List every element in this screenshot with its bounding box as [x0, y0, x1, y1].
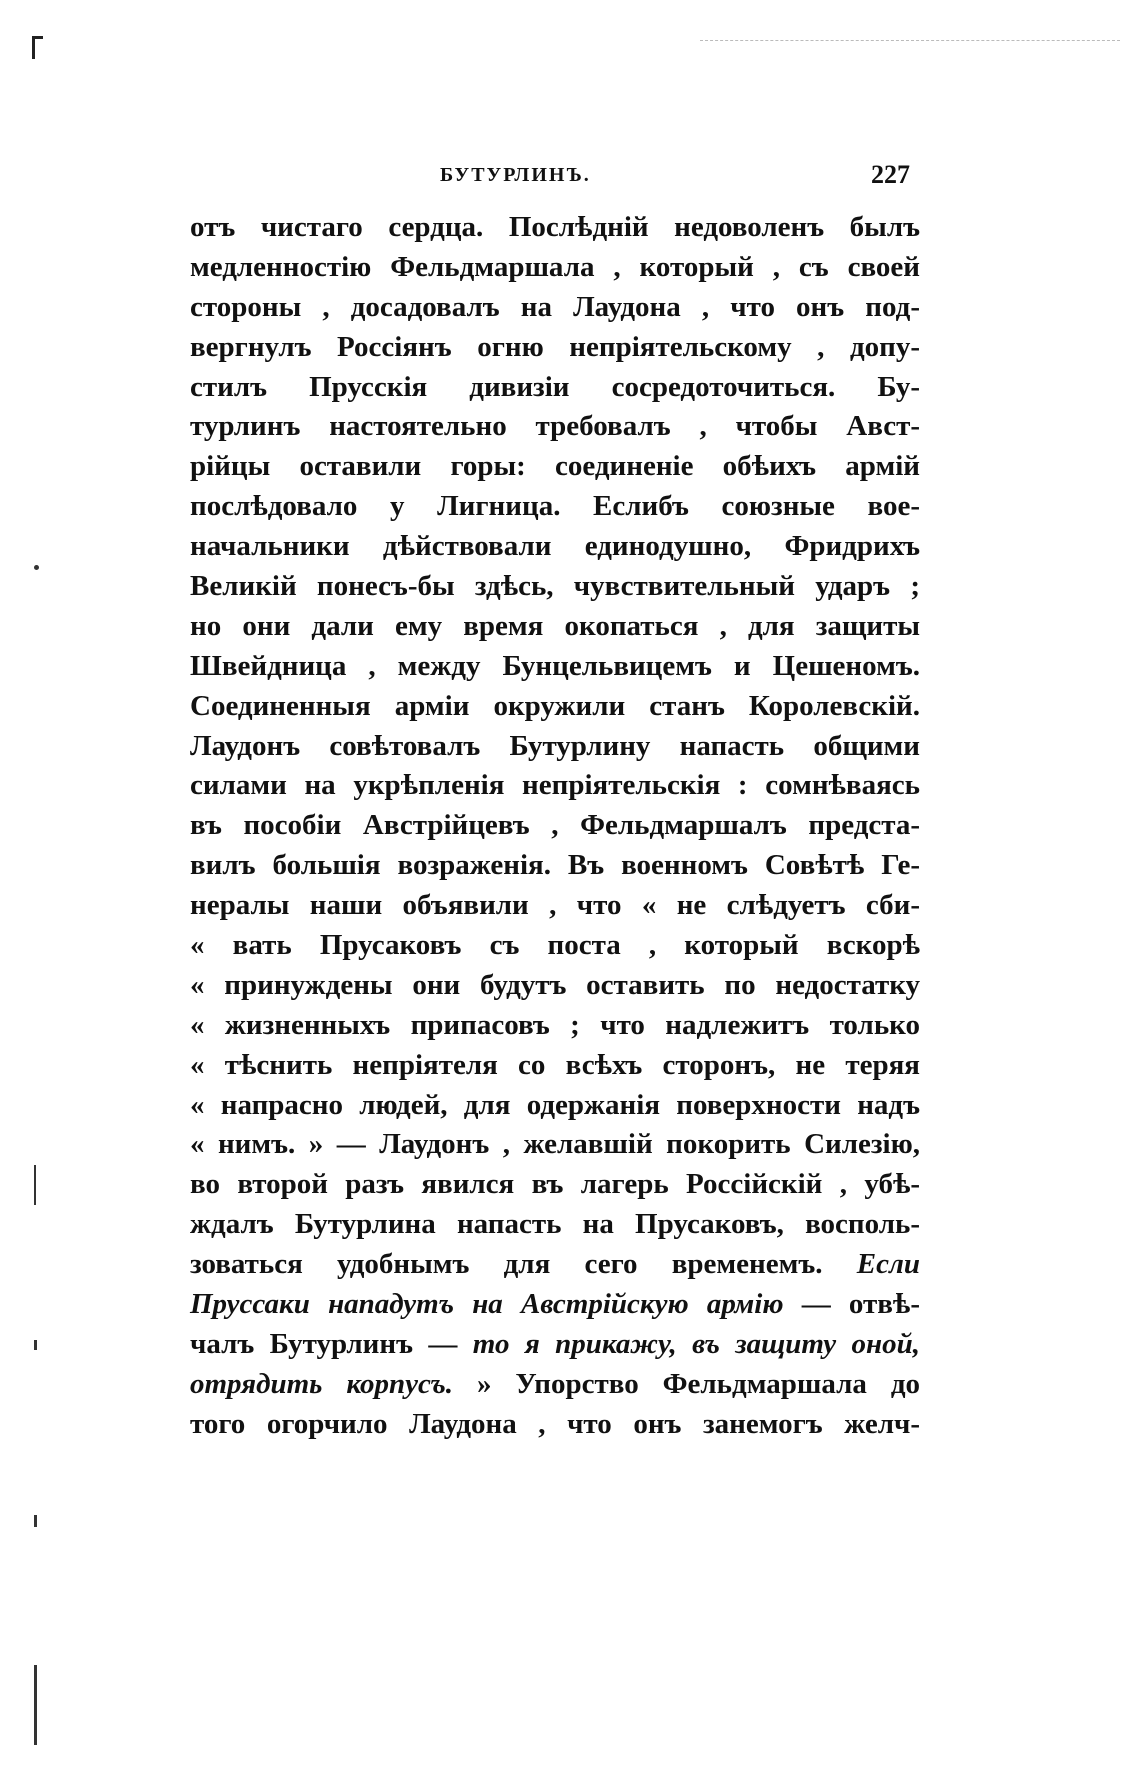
text-line	[190, 527, 920, 567]
text-segment: вилъ большія возраженія. Въ военномъ Совѣтѣ Ге-	[190, 849, 920, 882]
text-line	[190, 926, 920, 966]
page-number: 227	[871, 160, 910, 189]
text-line	[190, 1365, 920, 1405]
text-line	[190, 766, 920, 806]
text-line	[190, 407, 920, 447]
text-segment: медленностію Фельдмаршала , который , съ своей	[190, 250, 920, 283]
text-segment: Швейдница , между Бунцельвицемъ и Цешеномъ.	[190, 649, 920, 682]
text-line	[190, 1285, 920, 1325]
text-segment: « принуждены они будутъ оставить по недостатку	[190, 968, 920, 1001]
text-line	[190, 288, 920, 328]
text-segment: вергнулъ Россіянъ огню непріятельскому , допу-	[190, 330, 920, 363]
text-segment: Соединенныя арміи окружили станъ Королевскій.	[190, 689, 920, 722]
text-line	[190, 447, 920, 487]
text-line	[190, 727, 920, 767]
running-head: БУТУРЛИНЪ.	[440, 164, 591, 186]
text-line	[190, 1046, 920, 1086]
italic-text-segment: Если	[856, 1248, 920, 1281]
text-line	[190, 687, 920, 727]
text-segment: « тѣснить непріятеля со всѣхъ сторонъ, не теряя	[190, 1048, 920, 1081]
text-segment: стилъ Прусскія дивизіи сосредоточиться. Бу-	[190, 370, 920, 403]
text-line	[190, 647, 920, 687]
text-segment: въ пособіи Австрійцевъ , Фельдмаршалъ предста-	[190, 809, 920, 842]
text-line	[190, 1325, 920, 1365]
text-line	[190, 1125, 920, 1165]
text-segment: чалъ Бутурлинъ —	[190, 1327, 473, 1360]
text-line	[190, 208, 920, 248]
scan-edge-line	[700, 40, 1120, 41]
text-line	[190, 886, 920, 926]
text-line	[190, 1205, 920, 1245]
text-segment: « нимъ. » — Лаудонъ , желавшій покорить Силезію,	[190, 1128, 920, 1161]
text-segment: отъ чистаго сердца. Послѣдній недоволенъ былъ	[190, 211, 920, 243]
text-segment: стороны , досадовалъ на Лаудона , что онъ под-	[190, 290, 920, 323]
text-segment: во второй разъ явился въ лагерь Россійскій , убѣ-	[190, 1168, 920, 1201]
text-segment: зоваться удобнымъ для сего временемъ.	[190, 1248, 857, 1281]
text-line	[190, 1165, 920, 1205]
page-header	[190, 160, 930, 194]
margin-speck	[34, 1165, 36, 1205]
text-segment: турлинъ настоятельно требовалъ , чтобы Авст-	[190, 410, 920, 443]
italic-text-segment: Пруссаки нападутъ на Австрійскую армію	[190, 1288, 784, 1321]
text-line	[190, 567, 920, 607]
margin-speck	[34, 1340, 37, 1350]
text-segment: » Упорство Фельдмаршала до	[453, 1367, 920, 1400]
italic-text-segment: отрядить корпусъ.	[190, 1367, 453, 1400]
italic-text-segment: то я прикажу, въ защиту оной,	[472, 1327, 920, 1360]
margin-speck	[34, 565, 39, 570]
text-segment: « жизненныхъ припасовъ ; что надлежитъ только	[190, 1008, 920, 1041]
text-line	[190, 1006, 920, 1046]
text-segment: « вать Прусаковъ съ поста , который вскорѣ	[190, 929, 920, 962]
text-line	[190, 1405, 920, 1445]
text-segment: послѣдовало у Лигница. Еслибъ союзные вое-	[190, 490, 920, 523]
text-line	[190, 1086, 920, 1126]
text-line	[190, 607, 920, 647]
text-segment: Великій понесъ-бы здѣсь, чувствительный ударъ ;	[190, 570, 920, 603]
body-text	[190, 208, 920, 1445]
text-segment: ждалъ Бутурлина напасть на Прусаковъ, восполь-	[190, 1208, 920, 1241]
text-segment: начальники дѣйствовали единодушно, Фридрихъ	[190, 530, 920, 563]
text-segment: рійцы оставили горы: соединеніе обѣихъ армій	[190, 450, 920, 483]
text-line	[190, 248, 920, 288]
text-line	[190, 806, 920, 846]
text-line	[190, 368, 920, 408]
text-line	[190, 846, 920, 886]
margin-speck	[34, 1515, 37, 1527]
text-segment: — отвѣ-	[783, 1288, 920, 1321]
text-line	[190, 328, 920, 368]
text-line	[190, 487, 920, 527]
text-segment: но они дали ему время окопаться , для защиты	[190, 609, 920, 642]
text-segment: « напрасно людей, для одержанія поверхности надъ	[190, 1088, 920, 1121]
text-segment: силами на укрѣпленія непріятельскія : сомнѣваясь	[190, 769, 920, 802]
margin-specks	[34, 0, 54, 1769]
text-segment: Лаудонъ совѣтовалъ Бутурлину напасть общими	[190, 729, 920, 762]
text-segment: того огорчило Лаудона , что онъ занемогъ желч-	[190, 1407, 920, 1440]
margin-speck	[34, 1665, 37, 1745]
text-segment: нералы наши объявили , что « не слѣдуетъ сби-	[190, 889, 920, 922]
text-line	[190, 1245, 920, 1285]
text-line	[190, 966, 920, 1006]
